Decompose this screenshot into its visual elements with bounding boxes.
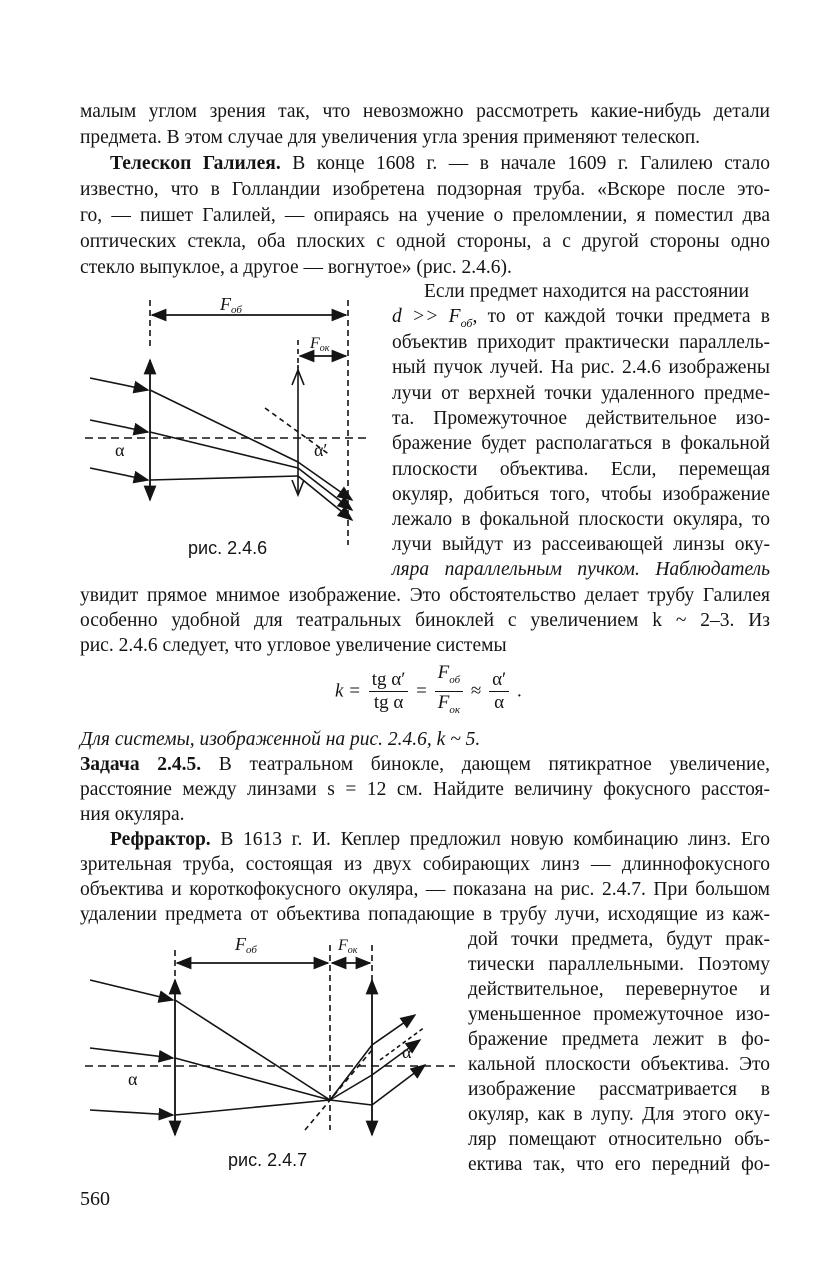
text-line: малым углом зрения так, что невозможно рассмотреть какие-нибудь детали xyxy=(80,101,770,122)
subscript: об xyxy=(460,315,473,330)
text-span: В 1613 г. И. Кеплер предложил новую комбинацию линз. Его xyxy=(210,829,770,850)
label-f-ob: Fоб xyxy=(220,294,242,316)
figure-caption-2-4-7: рис. 2.4.7 xyxy=(228,1150,308,1170)
formula-angular-magnification xyxy=(335,662,522,721)
text-line: кальной плоскости объектива. Это xyxy=(468,1054,770,1075)
text-line: известно, что в Голландии изобретена подзорная труба. «Вскоре после это- xyxy=(80,179,770,200)
text-line: расстояние между линзами s = 12 см. Найдите величину фокусного расстоя- xyxy=(80,779,770,800)
text-line: ный пучок лучей. На рис. 2.4.6 изображены xyxy=(392,357,770,378)
denominator: α xyxy=(494,691,505,713)
figure-caption-2-4-6: рис. 2.4.6 xyxy=(188,538,268,558)
label-alpha-prime: α′ xyxy=(402,1042,416,1062)
fraction xyxy=(435,662,464,721)
text-line: ния окуляра. xyxy=(80,804,185,825)
text-line: лучи выйдут из рассеивающей линзы оку- xyxy=(392,534,770,555)
text-line: предмета. В этом случае для увеличения угла зрения применяют телескоп. xyxy=(80,127,701,148)
text-line xyxy=(80,828,770,852)
text-line: увидит прямое мнимое изображение. Это обстоятельство делает трубу Галилея xyxy=(80,585,770,606)
text-line: тически параллельными. Поэтому xyxy=(468,954,770,975)
text-line: окуляр, добиться того, чтобы изображение xyxy=(392,484,770,505)
subscript: ок xyxy=(449,703,460,716)
text-line: та. Промежуточное действительное изо- xyxy=(392,408,770,429)
label-alpha: α xyxy=(115,440,125,460)
numerator: α′ xyxy=(489,669,509,692)
text-line: уменьшенное промежуточное изо- xyxy=(468,1004,770,1025)
text-line: ектива так, что его передний фо- xyxy=(468,1154,770,1175)
label-f-ok: Fок xyxy=(310,335,330,354)
denominator: F xyxy=(437,691,450,713)
subscript: об xyxy=(449,673,461,686)
text-line: удалении предмета от объектива попадающие в трубу лучи, исходящие из каж- xyxy=(80,904,770,925)
text-line: изображение рассматривается в xyxy=(468,1079,770,1100)
text-line: бражение будет располагаться в фокальной xyxy=(392,433,770,454)
text-line: объектива и короткофокусного окуляра, — показана на рис. 2.4.7. При большом xyxy=(80,879,770,900)
fraction xyxy=(489,669,509,714)
figure-2-4-7 xyxy=(80,930,460,1155)
numerator: F xyxy=(437,662,450,683)
text-line: ляра параллельным пучком. Наблюдатель xyxy=(392,559,770,580)
text-line: лежало в фокальной плоскости окуляра, то xyxy=(392,509,770,530)
label-alpha-prime: α′ xyxy=(314,440,328,460)
text-line: Если предмет находится на расстоянии xyxy=(424,281,750,302)
label-alpha: α xyxy=(128,1069,138,1089)
label-f-ok: Fок xyxy=(338,937,358,956)
text-line: действительное, перевернутое и xyxy=(468,979,770,1000)
text-line: особенно удобной для театральных биноклей с увеличением k ~ 2–3. Из xyxy=(80,610,770,631)
text-span: d >> F xyxy=(392,306,461,327)
text-line: бражение предмета лежит в фо- xyxy=(468,1029,770,1050)
text-line: зрительная труба, состоящая из двух собирающих линз — длиннофокусного xyxy=(80,854,770,875)
formula-part: . xyxy=(516,680,522,702)
figure-2-4-6 xyxy=(80,290,380,560)
text-line: рис. 2.4.6 следует, что угловое увеличение системы xyxy=(80,635,507,656)
text-line: Для системы, изображенной на рис. 2.4.6, k ~ 5. xyxy=(80,729,481,750)
formula-part: = xyxy=(416,680,427,702)
label-f-ob: Fоб xyxy=(235,934,257,956)
page-number: 560 xyxy=(80,1188,110,1210)
text-line: окуляр, как в лупу. Для этого оку- xyxy=(468,1104,770,1125)
text-line: лучи от верхней точки удаленного предме- xyxy=(392,383,770,404)
text-line: ляр помещают относительно объ- xyxy=(468,1129,770,1150)
numerator: tg α′ xyxy=(369,669,409,692)
text-line xyxy=(80,753,770,777)
text-line xyxy=(80,152,770,176)
denominator: tg α xyxy=(373,691,404,713)
text-line: плоскости объектива. Если, перемещая xyxy=(392,459,770,480)
problem-heading: Задача 2.4.5. xyxy=(80,754,202,775)
text-line: го, — пишет Галилей, — опираясь на учение о преломлении, я поместил два xyxy=(80,205,770,226)
formula-part: k = xyxy=(335,680,362,702)
section-heading-refractor: Рефрактор. xyxy=(110,829,211,850)
fraction xyxy=(369,669,409,714)
text-span: В театральном бинокле, дающем пятикратное увеличение, xyxy=(201,754,771,775)
text-line: объектив приходит практически параллель- xyxy=(392,332,770,353)
text-span: В конце 1608 г. — в начале 1609 г. Галилею стало xyxy=(280,153,770,174)
text-line: оптических стекла, оба плоских с одной стороны, а с другой стороны одно xyxy=(80,231,770,252)
text-span: , то от каждой точки предмета в xyxy=(472,306,770,327)
section-heading-galileo: Телескоп Галилея. xyxy=(110,153,281,174)
formula-part: ≈ xyxy=(470,680,482,702)
text-line: стекло выпуклое, а другое — вогнутое» (рис. 2.4.6). xyxy=(80,257,512,278)
text-line: дой точки предмета, будут прак- xyxy=(468,929,770,950)
